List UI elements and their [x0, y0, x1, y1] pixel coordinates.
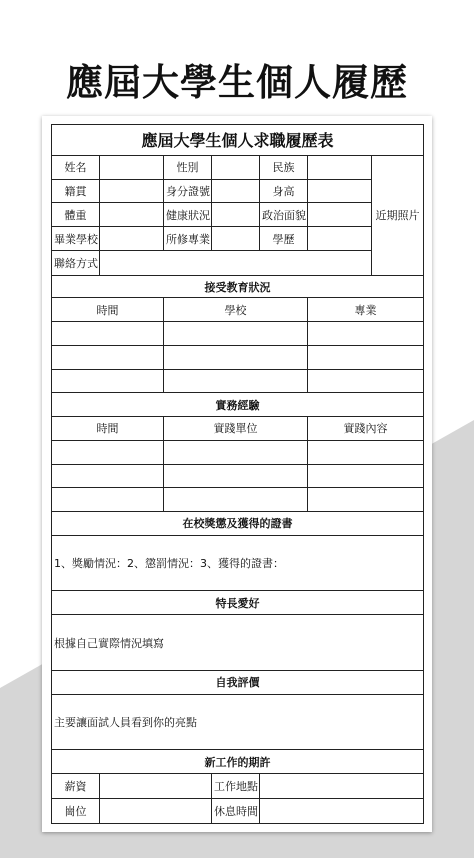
education-cell[interactable]	[52, 369, 164, 393]
label-id-number: 身分證號	[164, 179, 212, 203]
photo-box[interactable]: 近期照片	[372, 155, 424, 275]
section-hobbies-title: 特長愛好	[52, 591, 424, 615]
section-self-eval-title: 自我評價	[52, 670, 424, 694]
input-rest-time[interactable]	[260, 798, 424, 823]
education-header-school: 學校	[164, 298, 308, 322]
label-ethnicity: 民族	[260, 155, 308, 179]
label-name: 姓名	[52, 155, 100, 179]
input-health[interactable]	[212, 203, 260, 227]
practice-header-unit: 實踐單位	[164, 417, 308, 441]
practice-header-content: 實踐內容	[308, 417, 424, 441]
label-position: 崗位	[52, 798, 100, 823]
section-expectation-title: 新工作的期許	[52, 750, 424, 774]
education-cell[interactable]	[164, 345, 308, 369]
label-native-place: 籍貫	[52, 179, 100, 203]
practice-cell[interactable]	[164, 440, 308, 464]
education-cell[interactable]	[308, 369, 424, 393]
label-political-status: 政治面貌	[260, 203, 308, 227]
page-title: 應屆大學生個人履歷	[66, 61, 408, 104]
self-eval-note[interactable]: 主要讓面試人員看到你的亮點	[52, 694, 424, 750]
label-work-location: 工作地點	[212, 774, 260, 799]
label-salary: 薪資	[52, 774, 100, 799]
education-cell[interactable]	[52, 345, 164, 369]
input-height[interactable]	[308, 179, 372, 203]
resume-sheet	[42, 116, 432, 832]
education-cell[interactable]	[308, 322, 424, 346]
education-header-time: 時間	[52, 298, 164, 322]
education-header-major: 專業	[308, 298, 424, 322]
education-cell[interactable]	[308, 345, 424, 369]
section-awards-title: 在校獎懲及獲得的證書	[52, 511, 424, 535]
awards-note[interactable]: 1、獎勵情況：2、懲罰情況：3、獲得的證書：	[52, 535, 424, 591]
section-education-title: 接受教育狀況	[52, 275, 424, 298]
education-cell[interactable]	[164, 322, 308, 346]
input-school[interactable]	[100, 227, 164, 251]
input-degree[interactable]	[308, 227, 372, 251]
input-gender[interactable]	[212, 155, 260, 179]
input-political-status[interactable]	[308, 203, 372, 227]
practice-cell[interactable]	[52, 464, 164, 488]
input-ethnicity[interactable]	[308, 155, 372, 179]
practice-cell[interactable]	[52, 440, 164, 464]
label-contact: 聯絡方式	[52, 250, 100, 275]
label-major: 所修專業	[164, 227, 212, 251]
input-major[interactable]	[212, 227, 260, 251]
education-cell[interactable]	[52, 322, 164, 346]
section-practice-title: 實務經驗	[52, 393, 424, 417]
input-weight[interactable]	[100, 203, 164, 227]
label-weight: 體重	[52, 203, 100, 227]
input-native-place[interactable]	[100, 179, 164, 203]
label-rest-time: 休息時間	[212, 798, 260, 823]
label-school: 畢業學校	[52, 227, 100, 251]
input-name[interactable]	[100, 155, 164, 179]
practice-cell[interactable]	[52, 488, 164, 512]
label-height: 身高	[260, 179, 308, 203]
practice-cell[interactable]	[308, 464, 424, 488]
input-salary[interactable]	[100, 774, 212, 799]
hobbies-note[interactable]: 根據自己實際情況填寫	[52, 615, 424, 671]
practice-header-time: 時間	[52, 417, 164, 441]
input-work-location[interactable]	[260, 774, 424, 799]
label-gender: 性別	[164, 155, 212, 179]
label-health: 健康狀況	[164, 203, 212, 227]
education-cell[interactable]	[164, 369, 308, 393]
practice-cell[interactable]	[308, 440, 424, 464]
input-id-number[interactable]	[212, 179, 260, 203]
input-position[interactable]	[100, 798, 212, 823]
form-title: 應屆大學生個人求職履歷表	[52, 125, 424, 156]
resume-form-table	[51, 124, 424, 824]
practice-cell[interactable]	[164, 464, 308, 488]
label-degree: 學歷	[260, 227, 308, 251]
input-contact[interactable]	[100, 250, 372, 275]
practice-cell[interactable]	[164, 488, 308, 512]
practice-cell[interactable]	[308, 488, 424, 512]
